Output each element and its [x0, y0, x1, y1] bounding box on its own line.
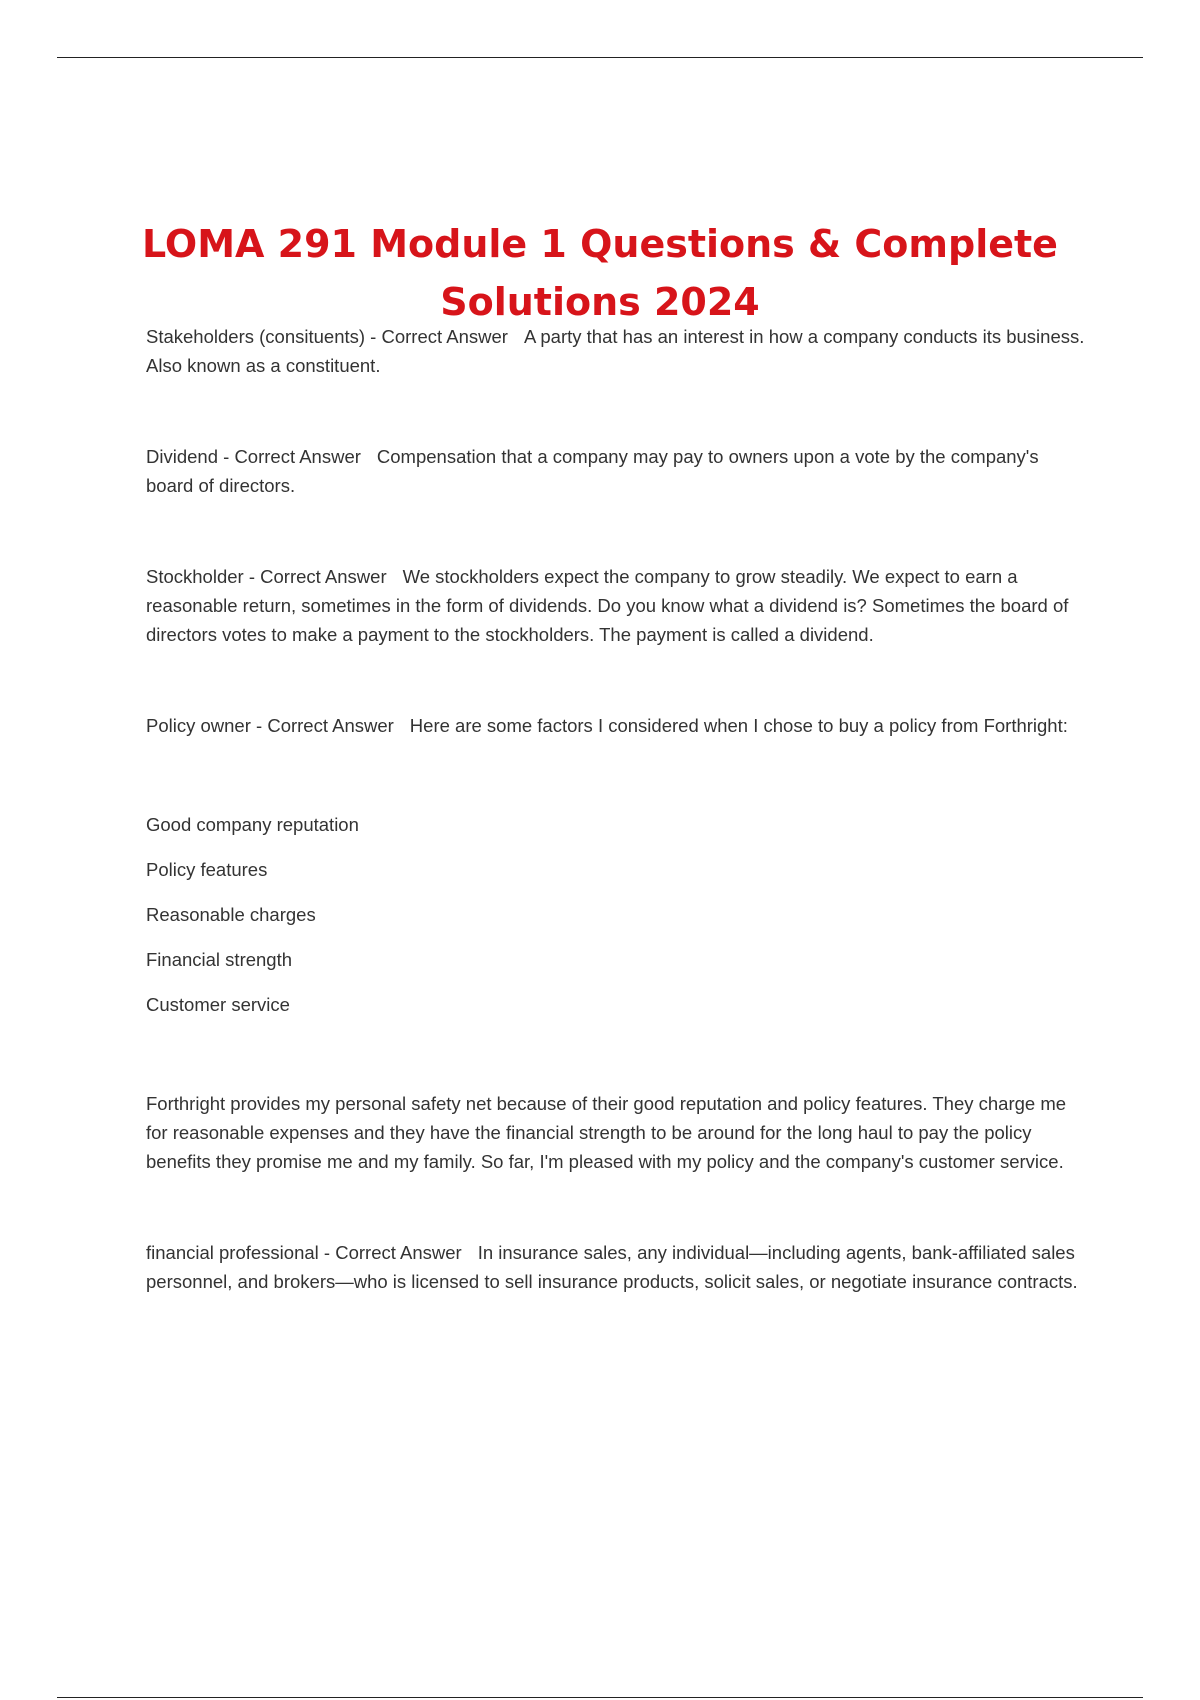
entry-separator: - Correct Answer [323, 1242, 462, 1263]
entry-answer: A party that has an interest in how a company conducts its business. Also known as a constituent. [146, 326, 1085, 376]
forthright-paragraph: Forthright provides my personal safety net because of their good reputation and policy features. They charge me for reasonable expenses and they have the financial strength to be around for the long haul to pay the policy benefits they promise me and my family. So far, I'm pleased with my policy and the company's customer service. [146, 1093, 1067, 1172]
entry-term: financial professional [146, 1242, 319, 1263]
entry-term: Dividend [146, 446, 218, 467]
list-item: Customer service [146, 994, 290, 1015]
qa-entry-policy-owner [146, 711, 1091, 740]
qa-entry-dividend [146, 442, 1091, 500]
entry-separator: - Correct Answer [370, 326, 508, 347]
entry-term: Stakeholders (consituents) [146, 326, 366, 347]
qa-entry-stockholder [146, 562, 1091, 649]
entry-separator: - Correct Answer [256, 715, 394, 736]
list-item: Reasonable charges [146, 904, 316, 925]
entry-separator: - Correct Answer [223, 446, 361, 467]
entry-answer: In insurance sales, any individual—including agents, bank-affiliated sales personnel, and brokers—who is licensed to sell insurance products, solicit sales, or negotiate insurance contracts. [146, 1242, 1078, 1292]
document-body [146, 322, 1091, 1358]
entry-answer: Here are some factors I considered when I chose to buy a policy from Forthright: [409, 715, 1068, 736]
entry-separator: - Correct Answer [248, 566, 387, 587]
document-title: LOMA 291 Module 1 Questions & Complete Solutions 2024 [142, 222, 1058, 325]
entry-term: Policy owner [146, 715, 251, 736]
qa-entry-stakeholders [146, 322, 1091, 380]
list-item: Policy features [146, 859, 268, 880]
qa-entry-financial-professional [146, 1238, 1091, 1296]
list-item: Financial strength [146, 949, 293, 970]
entry-answer: We stockholders expect the company to grow steadily. We expect to earn a reasonable return, sometimes in the form of dividends. Do you know what a dividend is? Sometimes the board of directors votes to make a payment to the stockholders. The payment is called a dividend. [146, 566, 1069, 645]
top-rule [57, 57, 1143, 58]
bottom-rule [57, 1697, 1143, 1698]
entry-term: Stockholder [146, 566, 244, 587]
factors-list [146, 802, 1091, 1027]
entry-answer: Compensation that a company may pay to owners upon a vote by the company's board of directors. [146, 446, 1039, 496]
list-item: Good company reputation [146, 814, 359, 835]
